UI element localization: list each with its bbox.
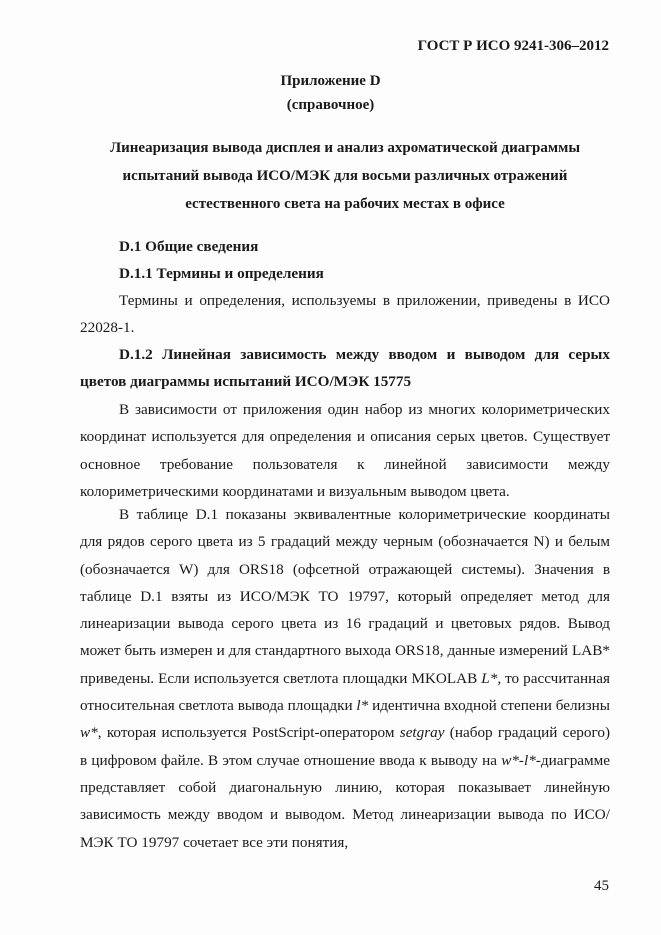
paragraph-text: , то рассчитанная относительная светлота вывода площадки <box>80 669 610 715</box>
standard-code-header: ГОСТ Р ИСО 9241-306–2012 <box>417 38 609 54</box>
l-small-star-symbol: l* <box>356 697 369 715</box>
section-d12-paragraph-2 <box>80 501 610 856</box>
section-d11-paragraph: Термины и определения, используемы в приложении, приведены в ИСО 22028-1. <box>80 292 610 337</box>
section-d12-paragraph-1: В зависимости от приложения один набор из многих колориметрических координат используется для определения и описания серых цветов. Существует основное требование пользователя к линейной зависимости между колориметрическими координатами и визуальным выводом цвета. <box>80 401 610 500</box>
paragraph-text: (набор градаций серого) в цифровом файле. В этом случае отношение ввода к выводу на <box>80 724 610 769</box>
document-title-line-1: Линеаризация вывода дисплея и анализ ахроматической диаграммы <box>109 140 581 156</box>
appendix-title: Приложение D <box>280 73 381 89</box>
paragraph-text: идентична входной степени белизны <box>368 697 610 715</box>
w-star-symbol: w* <box>80 724 98 742</box>
section-d1-heading: D.1 Общие сведения <box>119 238 259 255</box>
page-number: 45 <box>594 878 609 894</box>
paragraph-text: В таблице D.1 показаны эквивалентные колориметрические координаты для рядов серого цвета из 5 градаций между черным (обозначается N) и белым (обозначается W) для ORS18 (офсетной отражающей системы). Значения в таблице D.1 взяты из ИСО/МЭК ТО 19797, который определяет метод для линеаризации вывода серого цвета из 16 градаций и цветовых рядов. Вывод может быть измерен и для стандартного выхода ORS18, данные измерений LAB* приведены. Если используется светлота площадки MKOLAB <box>80 506 610 687</box>
document-title <box>80 134 610 218</box>
document-title-line-3: естественного света на рабочих местах в офисе <box>185 196 505 212</box>
wl-diagram-symbol: w*-l* <box>501 751 536 769</box>
paragraph-text: -диаграмме представляет собой диагональную линию, которая показывает линейную зависимость между вводом и выводом. Метод линеаризации вывода по ИСО/МЭК ТО 19797 сочетает все эти понятия, <box>80 751 610 851</box>
appendix-subtitle: (справочное) <box>286 97 375 113</box>
section-d12-heading: D.1.2 Линейная зависимость между вводом и выводом для серых цветов диаграммы испытаний ИСО/МЭК 15775 <box>80 346 610 391</box>
document-title-line-2: испытаний вывода ИСО/МЭК для восьми различных отражений <box>122 168 568 184</box>
paragraph-text: , которая используется PostScript-оператором <box>97 724 400 742</box>
section-d11-heading: D.1.1 Термины и определения <box>119 265 324 282</box>
setgray-operator: setgray <box>399 724 445 742</box>
l-star-symbol: L* <box>481 669 498 687</box>
